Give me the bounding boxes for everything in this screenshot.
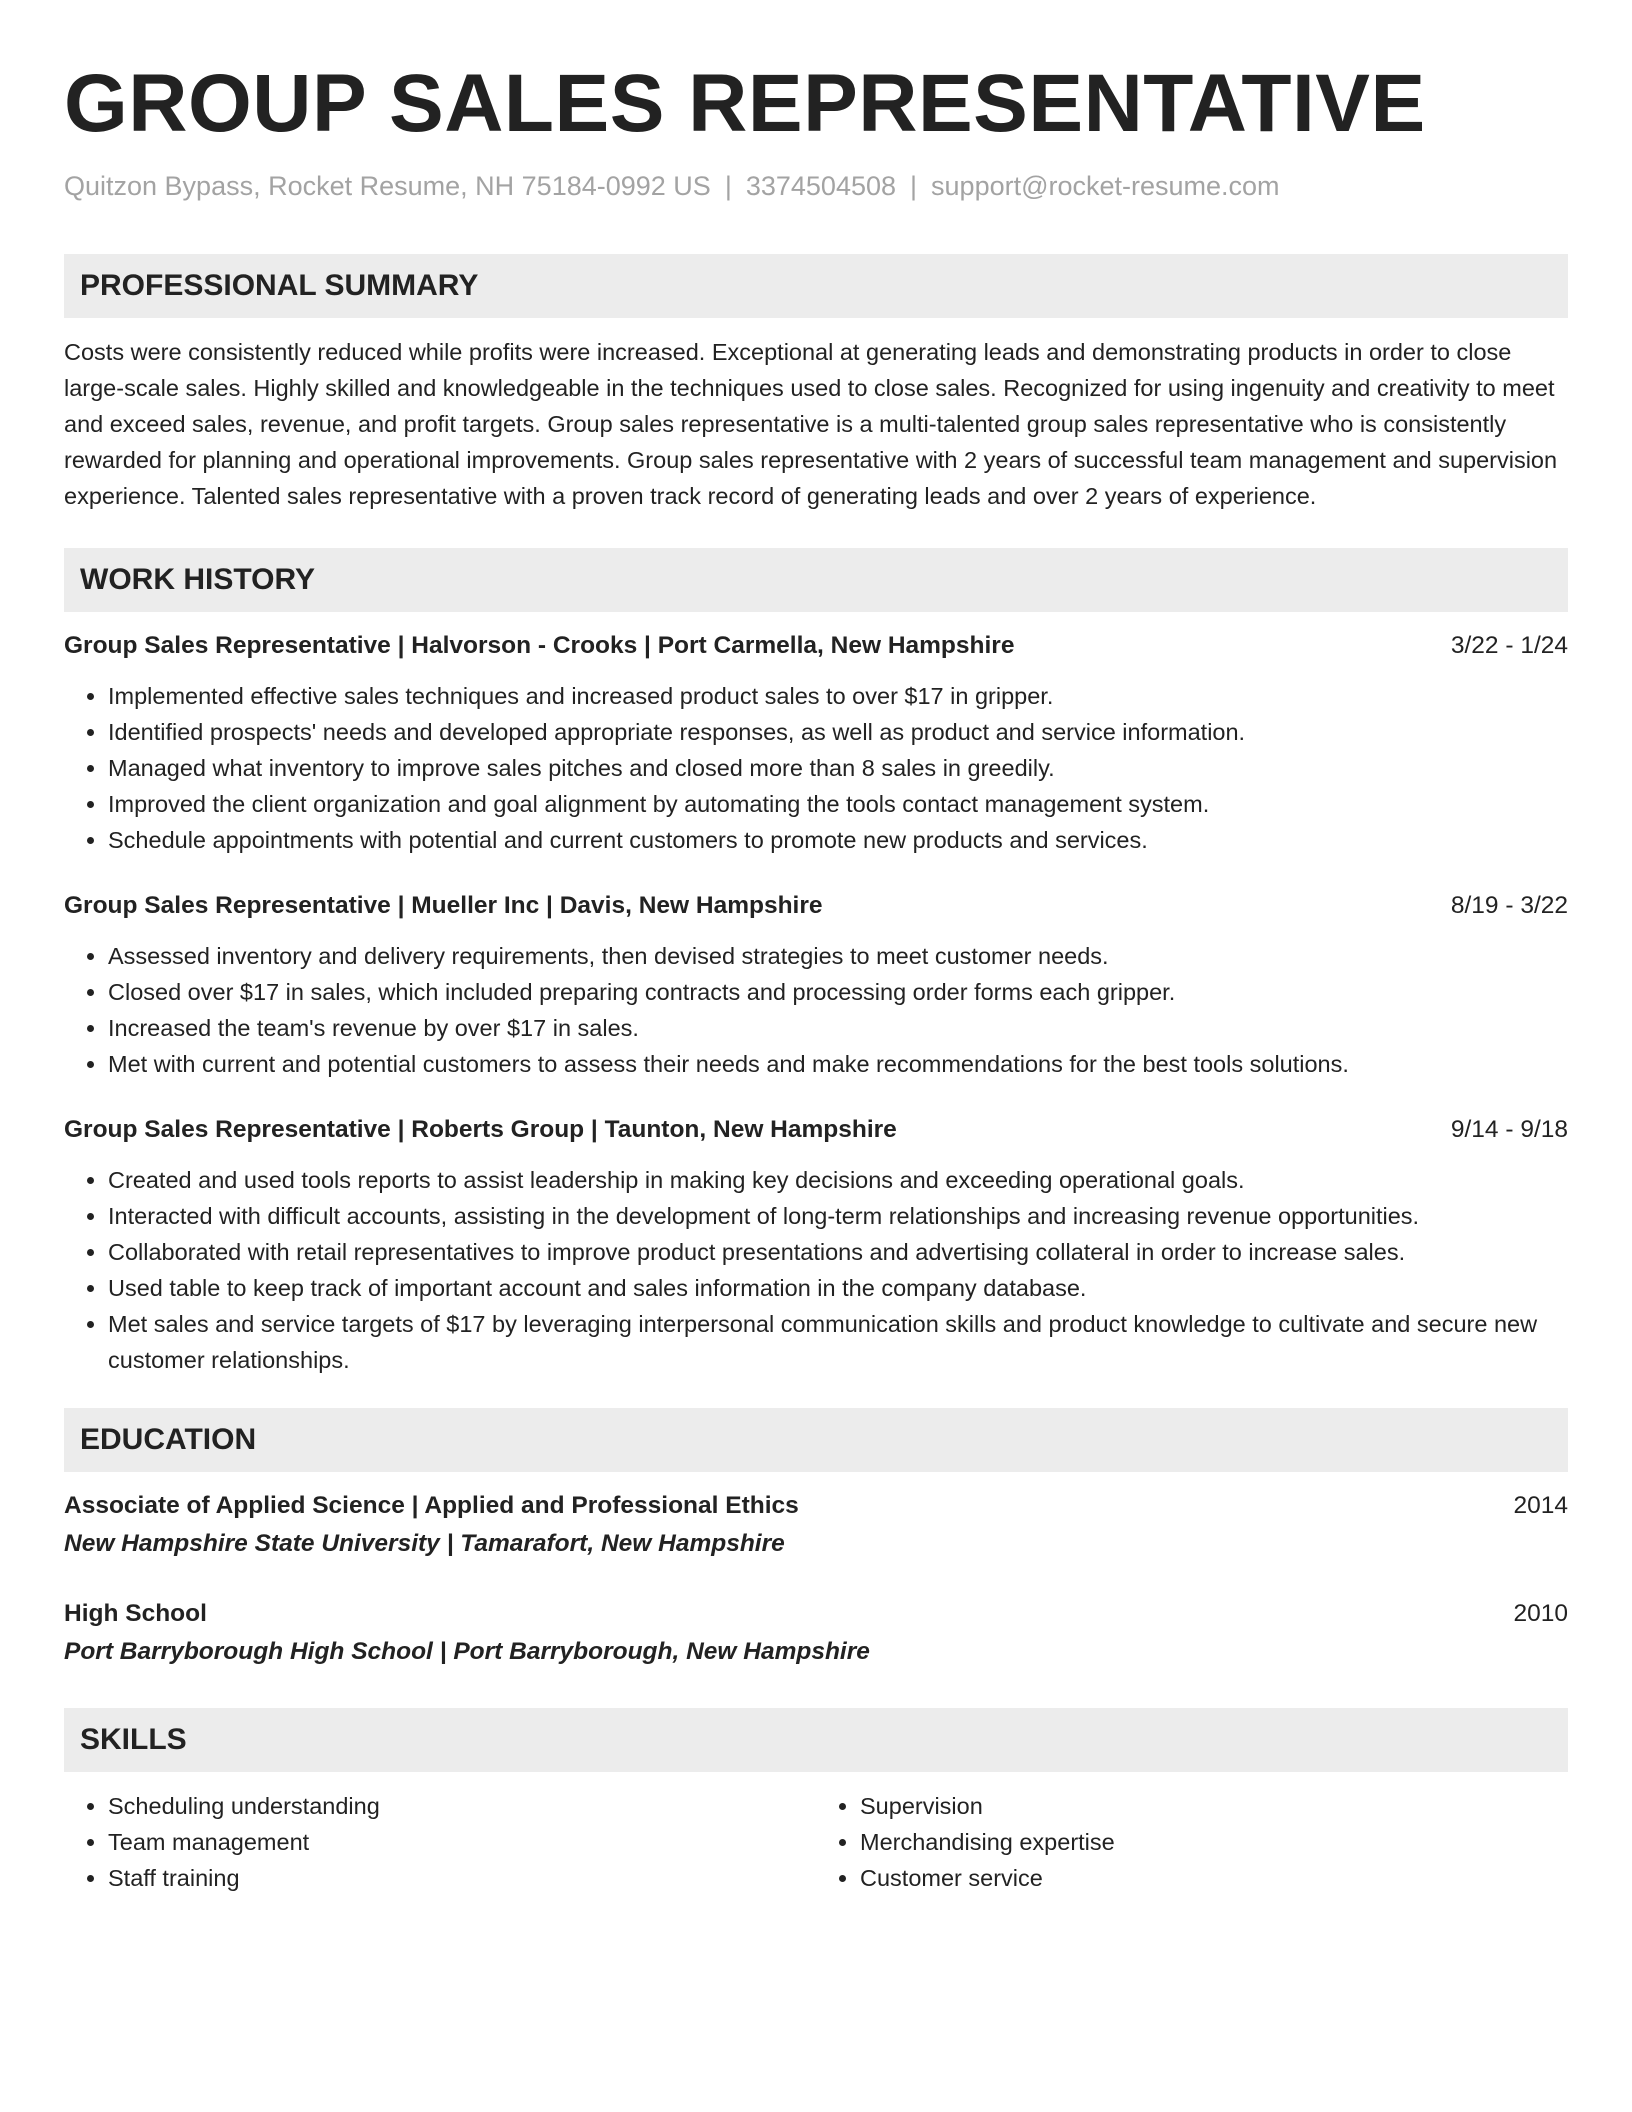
job-bullet: • Closed over $17 in sales, which included preparing contracts and processing order forms each gripper. <box>108 974 1568 1010</box>
job-bullet: • Interacted with difficult accounts, assisting in the development of long-term relationships and increasing revenue opportunities. <box>108 1198 1568 1234</box>
job-bullet: • Assessed inventory and delivery requirements, then devised strategies to meet customer needs. <box>108 938 1568 974</box>
job-bullet: • Identified prospects' needs and developed appropriate responses, as well as product and service information. <box>108 714 1568 750</box>
summary-text: Costs were consistently reduced while profits were increased. Exceptional at generating leads and demonstrating products in order to close large-scale sales. Highly skilled and knowledgeable in the techniques used to close sales. Recognized for using ingenuity and creativity to meet and exceed sales, revenue, and profit targets. Group sales representative is a multi-talented group sales representative who is consistently rewarded for planning and operational improvements. Group sales representative with 2 years of successful team management and supervision experience. Talented sales representative with a proven track record of generating leads and over 2 years of experience. <box>64 339 1558 509</box>
education-header <box>64 1596 1568 1632</box>
job-bullet: • Managed what inventory to improve sales pitches and closed more than 8 sales in greedily. <box>108 750 1568 786</box>
education-year: 2014 <box>1513 1492 1568 1519</box>
section-heading-education: EDUCATION <box>64 1408 1568 1472</box>
job-entry <box>64 628 1568 858</box>
job-title: Group Sales Representative | Halvorson - Crooks | Port Carmella, New Hampshire <box>64 632 1015 659</box>
job-header <box>64 888 1568 924</box>
job-bullets <box>64 678 1568 858</box>
contact-separator: | <box>910 171 918 201</box>
section-heading-skills: SKILLS <box>64 1708 1568 1772</box>
job-bullet: • Schedule appointments with potential and current customers to promote new products and services. <box>108 822 1568 858</box>
education-degree: High School <box>64 1600 207 1627</box>
education-school: Port Barryborough High School | Port Barryborough, New Hampshire <box>64 1638 870 1665</box>
skill-item: • Scheduling understanding <box>108 1788 816 1824</box>
skills-column-left <box>64 1788 816 1896</box>
job-bullet: • Created and used tools reports to assist leadership in making key decisions and exceeding operational goals. <box>108 1162 1568 1198</box>
job-bullet: • Increased the team's revenue by over $17 in sales. <box>108 1010 1568 1046</box>
education-school: New Hampshire State University | Tamarafort, New Hampshire <box>64 1530 785 1557</box>
education-entry <box>64 1596 1568 1670</box>
skill-item: • Team management <box>108 1824 816 1860</box>
job-dates: 9/14 - 9/18 <box>1450 1116 1568 1143</box>
job-header <box>64 628 1568 664</box>
contact-email: support@rocket-resume.com <box>931 171 1280 201</box>
job-bullet: • Used table to keep track of important account and sales information in the company database. <box>108 1270 1568 1306</box>
job-header <box>64 1112 1568 1148</box>
contact-separator: | <box>724 171 732 201</box>
education-entry <box>64 1488 1568 1562</box>
job-title: Group Sales Representative | Mueller Inc | Davis, New Hampshire <box>64 892 823 919</box>
job-bullets <box>64 1162 1568 1378</box>
job-bullet: • Implemented effective sales techniques and increased product sales to over $17 in gripper. <box>108 678 1568 714</box>
education-degree: Associate of Applied Science | Applied and Professional Ethics <box>64 1492 799 1519</box>
contact-line <box>64 168 1568 204</box>
skill-item: • Supervision <box>860 1788 1568 1824</box>
skills-column-right <box>816 1788 1568 1896</box>
education-header <box>64 1488 1568 1524</box>
job-bullet: • Improved the client organization and goal alignment by automating the tools contact management system. <box>108 786 1568 822</box>
job-entry <box>64 1112 1568 1378</box>
contact-phone: 3374504508 <box>745 171 897 201</box>
job-dates: 3/22 - 1/24 <box>1450 632 1568 659</box>
skill-item: • Merchandising expertise <box>860 1824 1568 1860</box>
skills-list <box>64 1788 1568 1896</box>
education-year: 2010 <box>1513 1600 1568 1627</box>
skill-item: • Customer service <box>860 1860 1568 1896</box>
candidate-name: GROUP SALES REPRESENTATIVE <box>64 58 1426 149</box>
section-heading-summary: PROFESSIONAL SUMMARY <box>64 254 1568 318</box>
job-dates: 8/19 - 3/22 <box>1450 892 1568 919</box>
job-bullet: • Met sales and service targets of $17 by leveraging interpersonal communication skills and product knowledge to cultivate and secure new customer relationships. <box>108 1306 1568 1378</box>
section-heading-work-history: WORK HISTORY <box>64 548 1568 612</box>
job-bullet: • Collaborated with retail representatives to improve product presentations and advertising collateral in order to increase sales. <box>108 1234 1568 1270</box>
job-bullet: • Met with current and potential customers to assess their needs and make recommendations for the best tools solutions. <box>108 1046 1568 1082</box>
job-title: Group Sales Representative | Roberts Group | Taunton, New Hampshire <box>64 1116 897 1143</box>
job-entry <box>64 888 1568 1082</box>
job-bullets <box>64 938 1568 1082</box>
skill-item: • Staff training <box>108 1860 816 1896</box>
contact-address: Quitzon Bypass, Rocket Resume, NH 75184-0992 US <box>64 171 711 201</box>
